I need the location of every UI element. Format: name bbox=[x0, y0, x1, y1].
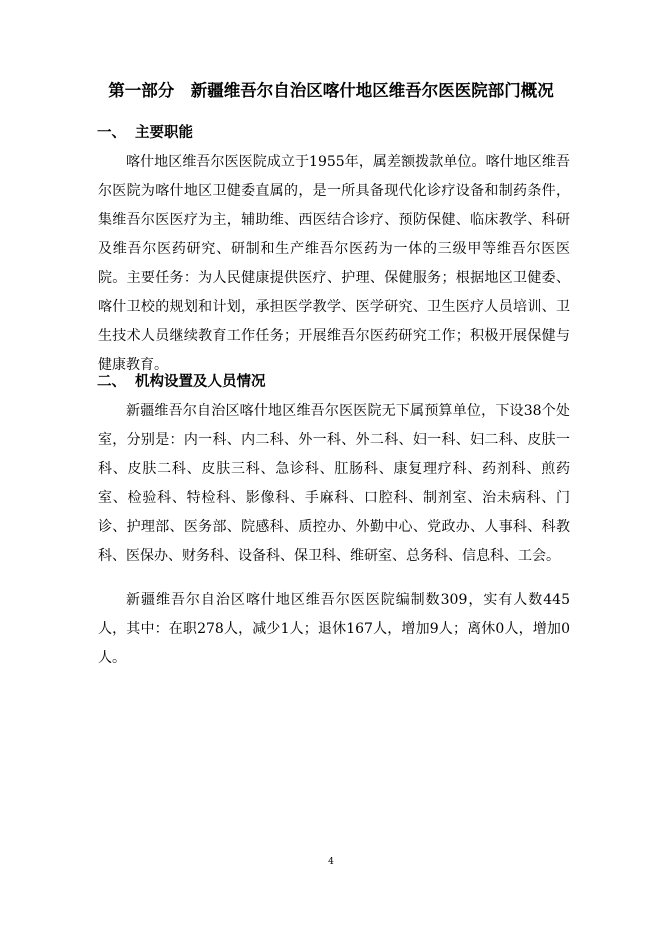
page-title: 第一部分 新疆维吾尔自治区喀什地区维吾尔医医院部门概况 bbox=[108, 81, 554, 100]
paragraph-main-functions: 喀什地区维吾尔医医院成立于1955年，属差额拨款单位。喀什地区维吾尔医院为喀什地区卫健委直属的，是一所具备现代化诊疗设备和制药条件，集维吾尔医医疗为主，辅助维、西医结合诊疗、预防保健、临床教学、科研及维吾尔医药研究、研制和生产维吾尔医药为一体的三级甲等维吾尔医医院。主要任务：为人民健康提供医疗、护理、保健服务；根据地区卫健委、喀什卫校的规划和计划，承担医学教学、医学研究、卫生医疗人员培训、卫生技术人员继续教育工作任务；开展维吾尔医药研究工作；积极开展保健与健康教育。 bbox=[98, 154, 570, 373]
section-heading-main-functions bbox=[97, 123, 193, 143]
section-heading-organization bbox=[97, 372, 266, 392]
section-title: 机构设置及人员情况 bbox=[135, 374, 266, 390]
section-title: 主要职能 bbox=[135, 125, 193, 141]
page-number: 4 bbox=[328, 857, 334, 867]
section-number: 一、 bbox=[97, 125, 126, 141]
section-number: 二、 bbox=[97, 374, 126, 390]
paragraph-staffing: 新疆维吾尔自治区喀什地区维吾尔医医院编制数309，实有人数445人，其中：在职278人，减少1人；退休167人，增加9人；离休0人，增加0人。 bbox=[98, 592, 570, 666]
paragraph-departments: 新疆维吾尔自治区喀什地区维吾尔医医院无下属预算单位，下设38个处室，分别是：内一科、内二科、外一科、外二科、妇一科、妇二科、皮肤一科、皮肤二科、皮肤三科、急诊科、肛肠科、康复理疗科、药剂科、煎药室、检验科、特检科、影像科、手麻科、口腔科、制剂室、治未病科、门诊、护理部、医务部、院感科、质控办、外勤中心、党政办、人事科、科教科、医保办、财务科、设备科、保卫科、维研室、总务科、信息科、工会。 bbox=[98, 403, 570, 564]
